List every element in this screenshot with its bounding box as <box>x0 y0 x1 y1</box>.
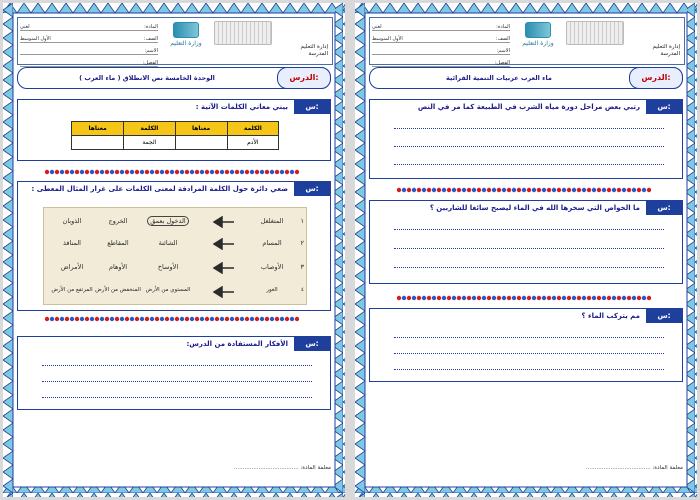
question-badge: س: <box>294 182 330 196</box>
question-1-title: بيني معاني الكلمات الآتية : <box>195 103 288 111</box>
answer-line[interactable] <box>42 397 312 398</box>
question-3-title: الأفكار المستفادة من الدرس: <box>186 340 288 348</box>
synonym-row: ٣ الأوصاب الأوساخ الأوهام الأمراض <box>44 260 306 276</box>
answer-line[interactable] <box>394 146 664 147</box>
arrow-left-icon <box>212 286 236 298</box>
lesson-bar <box>369 67 683 89</box>
question-3-title: مم يتركب الماء ؟ <box>581 312 640 320</box>
section-divider <box>395 187 655 193</box>
vocab-meaning-blank[interactable] <box>175 136 227 150</box>
synonym-row: ١ المتغلغل الدخول بعمق الخروج الذوبان <box>44 214 306 230</box>
header-fields <box>20 20 158 68</box>
header-fields <box>372 20 510 68</box>
answer-line[interactable] <box>394 229 664 230</box>
answer-line[interactable] <box>394 353 664 354</box>
arrow-left-icon <box>212 238 236 250</box>
lesson-bar <box>17 67 331 89</box>
synonym-option-circled[interactable]: الدخول بعمق <box>147 216 189 226</box>
answer-line[interactable] <box>42 365 312 366</box>
section-divider <box>395 295 655 301</box>
question-1-header <box>369 99 683 115</box>
kingdom-crest-icon <box>214 21 272 45</box>
synonym-option[interactable]: المرتفع من الأرض <box>51 287 93 293</box>
vocab-meaning-blank[interactable] <box>72 136 124 150</box>
lesson-tag: الدرس: <box>277 67 331 89</box>
synonym-option[interactable]: المستوي من الأرض <box>145 287 191 293</box>
question-1-title: رتبي بعض مراحل دورة مياه الشرب في الطبيعة كما مر في النص <box>417 103 640 111</box>
field-subject: المادة: لغتي <box>20 20 158 31</box>
vocab-word: الجمة <box>124 136 175 150</box>
lesson-tag: الدرس: <box>629 67 683 89</box>
vocab-header-row <box>72 122 279 136</box>
worksheet-right <box>355 3 697 497</box>
question-3-header <box>17 336 331 352</box>
question-3-body <box>369 323 683 382</box>
question-3-body <box>17 351 331 410</box>
synonym-row: ٤ الغور المستوي من الأرض المنخفض من الأرض المرتفع من الأرض <box>44 284 306 300</box>
question-badge: س: <box>646 309 682 323</box>
answer-line[interactable] <box>42 381 312 382</box>
question-2-title: ضعي دائرة حول الكلمة المرادفة لمعنى الكلمات على غرار المثال المعطى : <box>31 185 288 193</box>
lesson-title: ماء العرب عربيات التنمية القرائية <box>446 74 552 82</box>
synonym-option[interactable]: المنخفض من الأرض <box>95 287 141 293</box>
logo-icon <box>173 22 199 38</box>
page-header <box>17 17 333 65</box>
admin-block: إدارة التعليم المدرسة <box>300 44 328 57</box>
vocab-table <box>71 121 279 150</box>
synonym-option[interactable]: المنافذ <box>62 239 81 247</box>
synonym-row: ٢ المسام الشائنة المقاطع المنافذ <box>44 236 306 252</box>
answer-line[interactable] <box>394 164 664 165</box>
page-header <box>369 17 685 65</box>
teacher-signature: معلمة المادة: ..................................... <box>586 465 683 471</box>
vocab-header: معناها <box>175 122 227 136</box>
question-2-header <box>17 181 331 197</box>
synonym-option[interactable]: المقاطع <box>107 239 129 247</box>
field-name[interactable]: الاسم: <box>372 44 510 55</box>
question-2-header <box>369 200 683 216</box>
answer-line[interactable] <box>394 248 664 249</box>
question-1-header <box>17 99 331 115</box>
vocab-word: الأدم <box>227 136 278 150</box>
ministry-logo: وزارة التعليم <box>516 22 560 58</box>
synonym-option[interactable]: الأمراض <box>60 263 84 271</box>
worksheet-left <box>3 3 345 497</box>
kingdom-crest-icon <box>566 21 624 45</box>
teacher-signature: معلمة المادة: ..................................... <box>234 465 331 471</box>
vocab-row <box>72 136 279 150</box>
field-class[interactable]: الفصل: <box>372 56 510 67</box>
answer-line[interactable] <box>394 267 664 268</box>
question-2-body <box>369 215 683 284</box>
question-badge: س: <box>294 100 330 114</box>
question-1-body <box>369 114 683 179</box>
question-2-title: ما الخواص التي سخرها الله في الماء ليصبح سائغا للشاربين ؟ <box>429 204 640 212</box>
lesson-title: الوحدة الخامسة نص الانطلاق ( ماء العرب ) <box>79 74 215 82</box>
synonym-option[interactable]: الشائنة <box>158 239 178 247</box>
question-3-header <box>369 308 683 324</box>
vocab-header: الكلمة <box>227 122 278 136</box>
answer-line[interactable] <box>394 337 664 338</box>
synonym-exercise-image <box>43 207 307 305</box>
question-badge: س: <box>646 100 682 114</box>
section-divider <box>43 316 303 322</box>
field-grade: الصف: الأول المتوسط <box>20 32 158 43</box>
field-class[interactable]: الفصل: <box>20 56 158 67</box>
synonym-option[interactable]: الذوبان <box>62 217 82 225</box>
synonym-option[interactable]: الخروج <box>108 217 128 225</box>
admin-block: إدارة التعليم المدرسة <box>652 44 680 57</box>
vocab-header: معناها <box>72 122 124 136</box>
answer-line[interactable] <box>394 128 664 129</box>
logo-icon <box>525 22 551 38</box>
vocab-header: الكلمة <box>124 122 175 136</box>
field-name[interactable]: الاسم: <box>20 44 158 55</box>
field-subject: المادة: لغتي <box>372 20 510 31</box>
arrow-left-icon <box>212 262 236 274</box>
section-divider <box>43 169 303 175</box>
arrow-left-icon <box>212 216 236 228</box>
question-badge: س: <box>646 201 682 215</box>
answer-line[interactable] <box>394 369 664 370</box>
field-grade: الصف: الأول المتوسط <box>372 32 510 43</box>
synonym-option[interactable]: الأوهام <box>108 263 128 271</box>
question-badge: س: <box>294 337 330 351</box>
synonym-option[interactable]: الأوساخ <box>157 263 179 271</box>
ministry-logo: وزارة التعليم <box>164 22 208 58</box>
